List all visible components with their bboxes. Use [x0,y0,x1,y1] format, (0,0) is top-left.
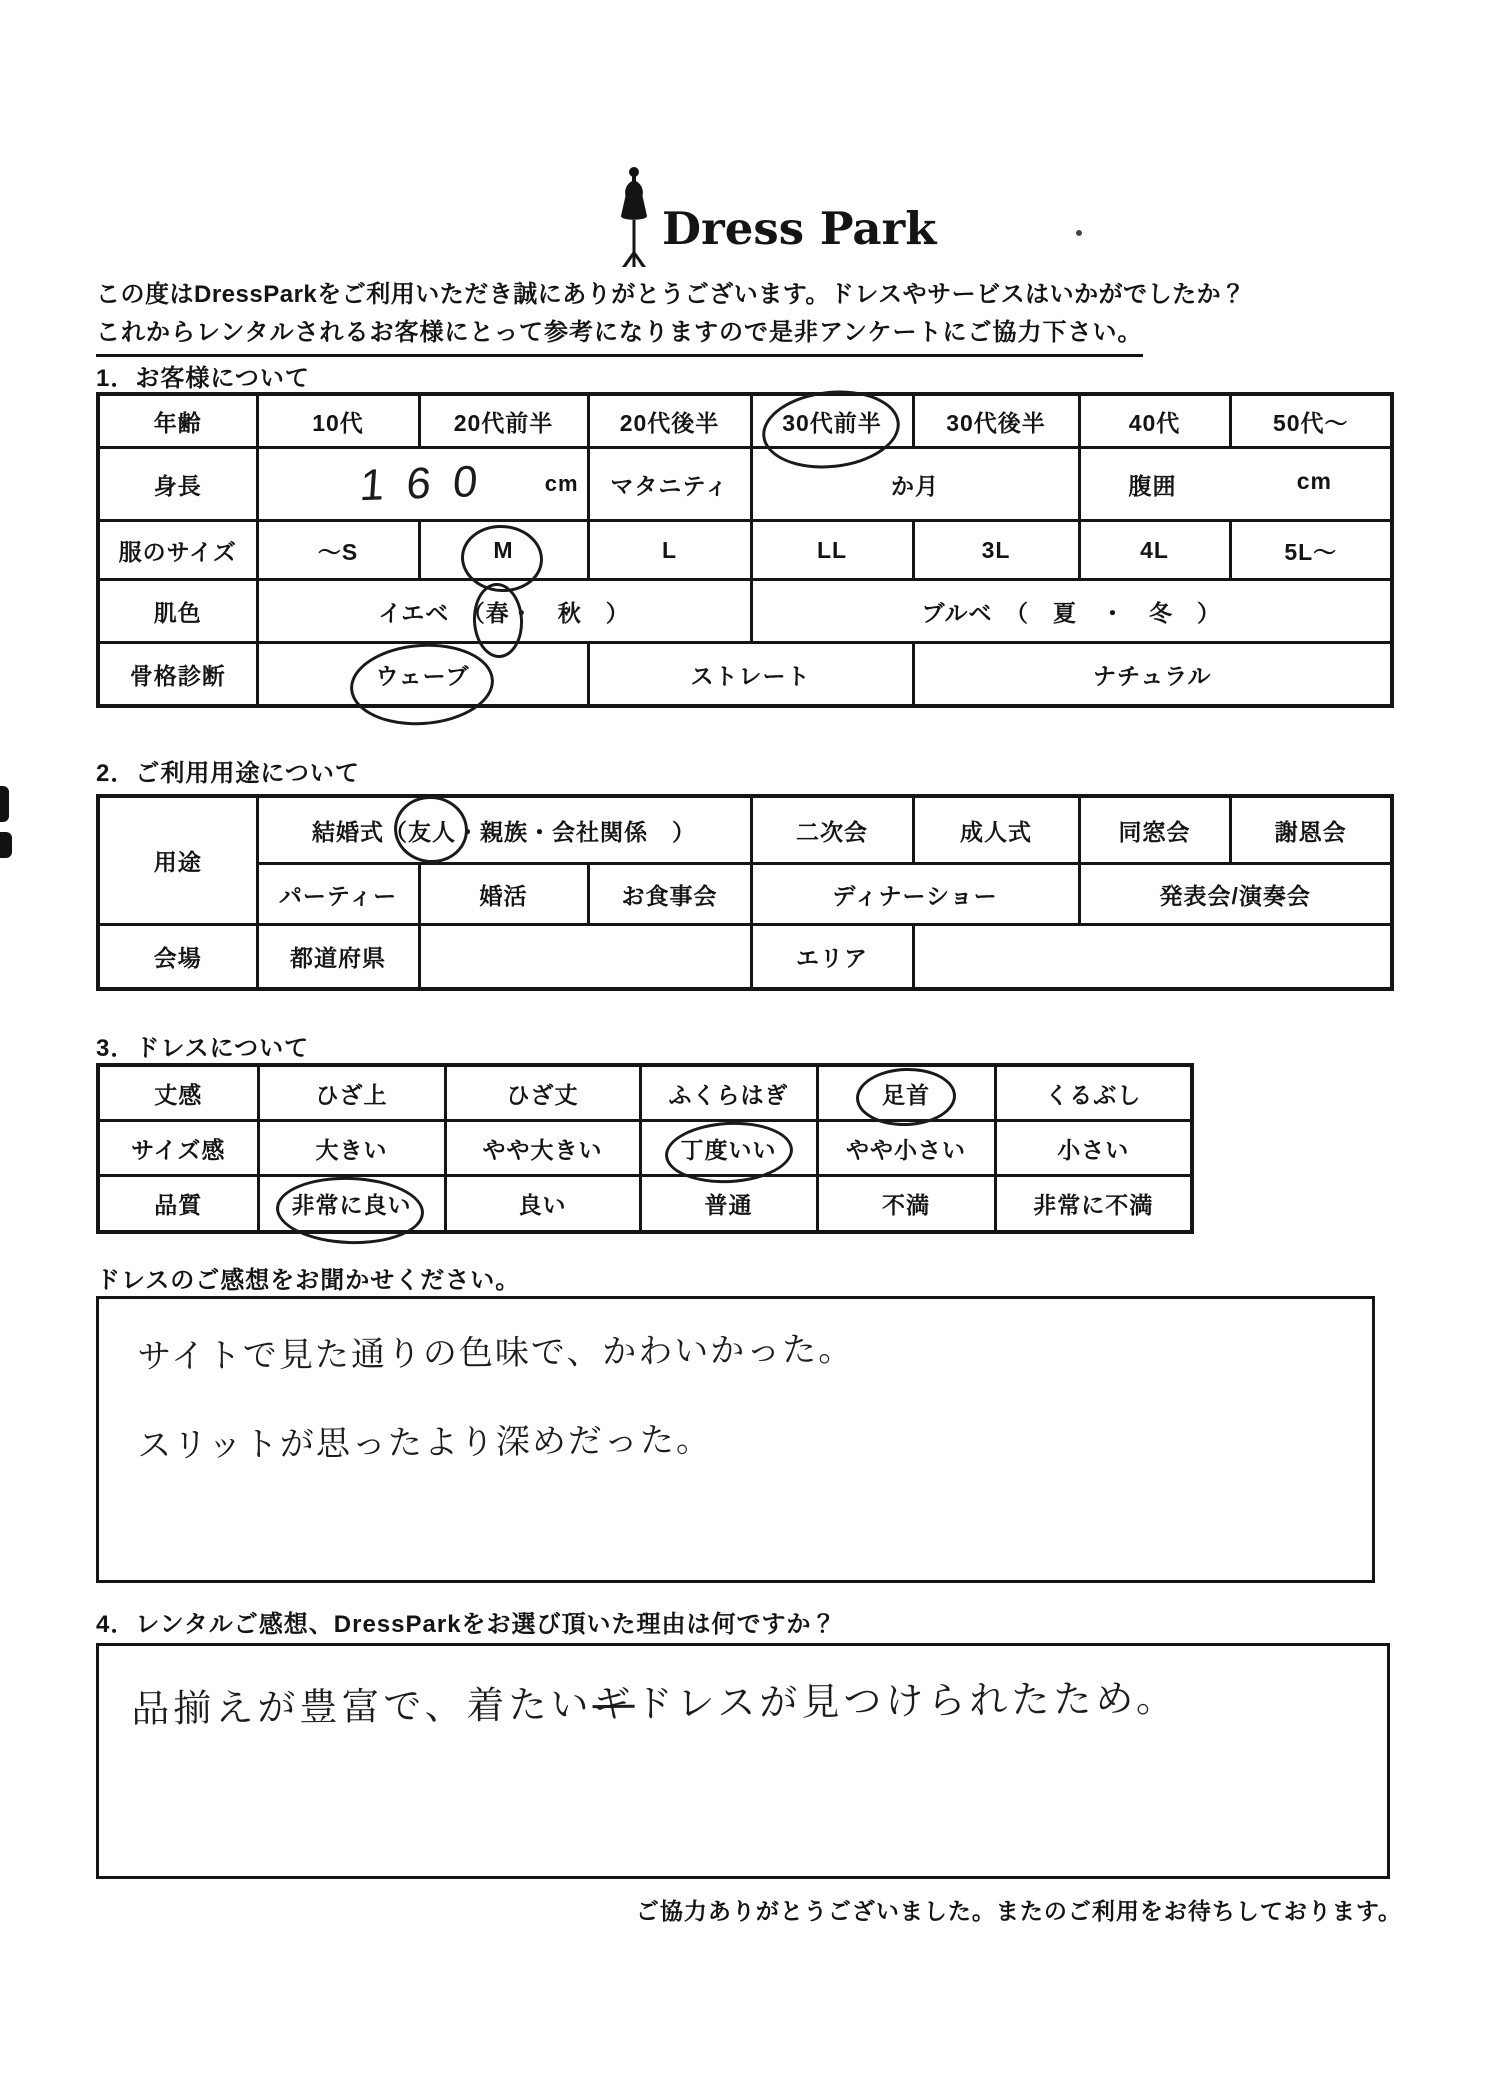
usage-row-header: 用途 [98,796,257,925]
circled-answer-quality: 非常に良い [292,1187,412,1220]
option-cell: 50代～ [1230,394,1392,448]
circled-answer-size: M [493,536,514,563]
section1-heading: 1．お客様について [96,365,310,392]
scan-edge-artifact [0,832,12,858]
handwritten-reason-line [131,1665,1368,1733]
option-cell: 謝恩会 [1230,796,1392,864]
quality-row-header: 品質 [98,1176,258,1233]
section2-heading: 2．ご利用用途について [96,760,360,787]
option-cell: ストレート [588,643,913,707]
option-cell: 20代前半 [419,394,588,448]
skeleton-selected-cell [257,643,588,707]
customer-table [96,392,1394,708]
option-cell: 二次会 [751,796,913,864]
blue-base-cell: ブルベ （ 夏 ・ 冬 ） [751,580,1392,643]
area-answer-cell [913,925,1392,990]
length-row-header: 丈感 [98,1065,258,1121]
option-cell: 20代後半 [588,394,751,448]
footer-thanks: ご協力ありがとうございました。またのご利用をお待ちしております。 [635,1898,1402,1924]
prefecture-label-cell: 都道府県 [257,925,419,990]
wedding-prefix: 結婚式（ [312,818,408,845]
option-cell: お食事会 [588,864,751,925]
handwritten-feedback-line-2: スリットが思ったより深めだった。 [137,1420,713,1465]
area-label-cell: エリア [751,925,913,990]
option-cell: 4L [1079,521,1230,580]
yellow-base-prefix: イエベ （ [378,599,486,626]
option-cell: LL [751,521,913,580]
height-value-cell [257,448,588,521]
reason-text-pre: 品揃えが豊富で、着たい [131,1684,593,1731]
circled-answer-length: 足首 [882,1077,930,1110]
wedding-suffix: ・親族・会社関係 ） [456,818,696,845]
fit-selected-cell [640,1121,817,1176]
option-cell: ～S [257,521,419,580]
circled-answer-fit: 丁度いい [681,1132,777,1165]
handwritten-feedback-line-1: サイトで見た通りの色味で、かわいかった。 [137,1330,855,1376]
brand-logo [616,166,936,270]
option-cell: 10代 [257,394,419,448]
option-cell: やや大きい [445,1121,640,1176]
option-cell: パーティー [257,864,419,925]
dress-feedback-box [96,1296,1375,1583]
reason-box [96,1643,1390,1879]
option-cell: 不満 [817,1176,995,1233]
prefecture-answer-cell [419,925,751,990]
option-cell: 発表会/演奏会 [1079,864,1392,925]
circled-answer-skeleton: ウェーブ [376,658,470,691]
option-cell: 3L [913,521,1079,580]
circled-answer-friend: 友人 [408,814,456,847]
reason-text-post: ドレスが見つけられたため。 [634,1678,1179,1726]
option-cell: 小さい [995,1121,1192,1176]
scan-speck [1076,230,1082,236]
size-selected-cell [419,521,588,580]
maternity-label-cell: マタニティ [588,448,751,521]
option-cell: 婚活 [419,864,588,925]
waist-cell [1079,448,1392,521]
quality-selected-cell [258,1176,445,1233]
waist-label: 腹囲 [1128,472,1177,499]
option-cell: 普通 [640,1176,817,1233]
height-unit-label: cm [544,471,579,496]
option-cell: 30代後半 [913,394,1079,448]
option-cell: 5L～ [1230,521,1392,580]
section4-heading: 4．レンタルご感想、DressParkをお選び頂いた理由は何ですか？ [96,1611,837,1638]
option-cell: 成人式 [913,796,1079,864]
option-cell: 非常に不満 [995,1176,1192,1233]
size-row-header: 服のサイズ [98,521,257,580]
option-cell: ひざ丈 [445,1065,640,1121]
usage-table [96,794,1394,991]
dress-table [96,1063,1194,1234]
option-cell: 良い [445,1176,640,1233]
dress-feedback-heading: ドレスのご感想をお聞かせください。 [96,1267,521,1294]
scan-edge-artifact [0,786,9,822]
option-cell: やや小さい [817,1121,995,1176]
dress-mannequin-icon [616,166,652,270]
age-selected-cell [751,394,913,448]
waist-unit-label: cm [1296,467,1332,494]
option-cell: L [588,521,751,580]
skin-row-header: 肌色 [98,580,257,643]
option-cell: 40代 [1079,394,1230,448]
maternity-months-cell: か月 [751,448,1079,521]
reason-struck-char: ギ [592,1683,635,1727]
option-cell: 同窓会 [1079,796,1230,864]
wedding-cell [257,796,751,864]
option-cell: ナチュラル [913,643,1392,707]
handwritten-height-value: 160 [358,456,501,511]
yellow-base-suffix: ・ 秋 ） [509,599,630,626]
fit-row-header: サイズ感 [98,1121,258,1176]
age-row-header: 年齢 [98,394,257,448]
circled-answer-spring: 春 [486,595,510,628]
option-cell: ディナーショー [751,864,1079,925]
circled-answer-age: 30代前半 [782,405,882,438]
option-cell: ひざ上 [258,1065,445,1121]
brand-name: Dress Park [662,202,937,255]
option-cell: くるぶし [995,1065,1192,1121]
intro-line-1: この度はDressParkをご利用いただき誠にありがとうございます。ドレスやサービスはいかがでしたか？ [96,281,1246,308]
length-selected-cell [817,1065,995,1121]
height-row-header: 身長 [98,448,257,521]
section3-heading: 3．ドレスについて [96,1035,310,1062]
venue-row-header: 会場 [98,925,257,990]
intro-text [96,276,1426,357]
intro-line-2: これからレンタルされるお客様にとって参考になりますので是非アンケートにご協力下さい。 [96,314,1143,357]
yellow-base-cell [257,580,751,643]
option-cell: ふくらはぎ [640,1065,817,1121]
option-cell: 大きい [258,1121,445,1176]
skeleton-row-header: 骨格診断 [98,643,257,707]
